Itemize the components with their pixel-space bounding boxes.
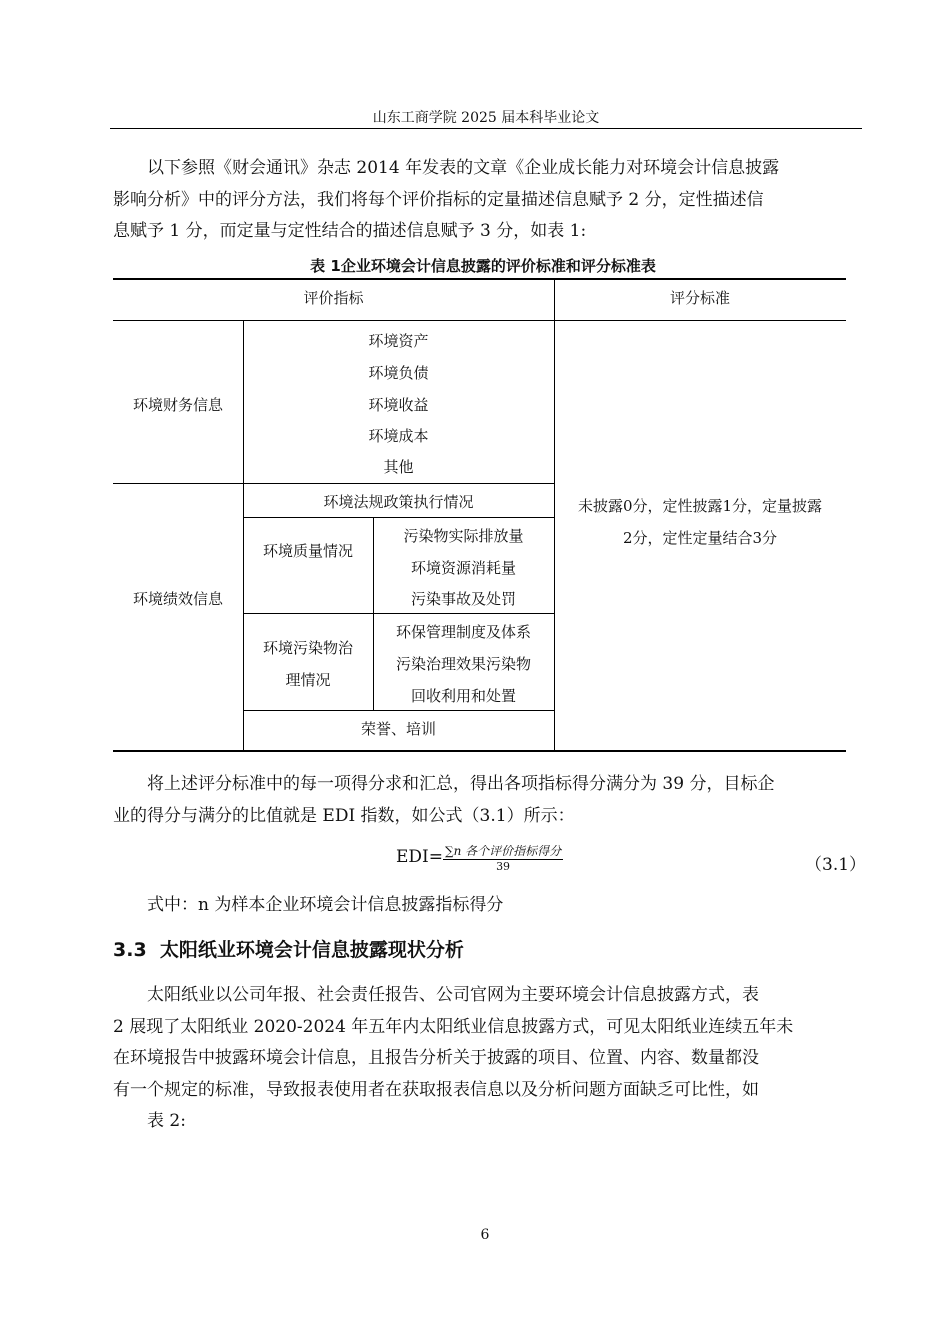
financial-item: 环境收益: [368, 396, 429, 414]
treatment-item: 环保管理制度及体系: [395, 623, 531, 641]
body-line: 在环境报告中披露环境会计信息，且报告分析关于披露的项目、位置、内容、数量都没: [113, 1048, 759, 1068]
section-number: 3.3: [113, 939, 147, 961]
table-header-rule: [113, 320, 846, 321]
quality-label: 环境质量情况: [262, 542, 353, 560]
paragraph-line: 将上述评分标准中的每一项得分求和汇总，得出各项指标得分满分为 39 分，目标企: [147, 774, 775, 794]
treatment-label: 环境污染物治: [262, 639, 353, 657]
header-score: 评分标准: [669, 289, 730, 307]
body-paragraph: [113, 980, 853, 1138]
financial-label: 环境财务信息: [132, 396, 223, 414]
formula-note: [113, 890, 853, 922]
treatment-item: 回收利用和处置: [410, 687, 516, 705]
financial-item: 环境负债: [368, 364, 429, 382]
body-line: 太阳纸业以公司年报、社会责任报告、公司官网为主要环境会计信息披露方式，表: [147, 985, 759, 1005]
financial-item: 其他: [383, 458, 414, 476]
header-indicator: 评价指标: [303, 289, 364, 307]
score-rule: 未披露0分，定性披露1分，定量披露: [577, 497, 823, 515]
score-rule: 2分，定性定量结合3分: [622, 529, 778, 547]
body-line: 表 2:: [147, 1111, 186, 1131]
section-heading: [113, 935, 464, 962]
edi-formula: [396, 842, 563, 873]
financial-item: 环境成本: [368, 427, 429, 445]
section-title: 太阳纸业环境会计信息披露现状分析: [159, 939, 464, 961]
financial-item: 环境资产: [368, 332, 429, 350]
treatment-label: 理情况: [285, 671, 331, 689]
performance-label: 环境绩效信息: [132, 590, 223, 608]
policy-item: 环境法规政策执行情况: [323, 493, 474, 511]
body-line: 有一个规定的标准，导致报表使用者在获取报表信息以及分析问题方面缺乏可比性，如: [113, 1079, 759, 1100]
paragraph-line: 业的得分与满分的比值就是 EDI 指数，如公式（3.1）所示：: [113, 805, 575, 826]
body-line: 2 展现了太阳纸业 2020-2024 年五年内太阳纸业信息披露方式，可见太阳纸业连续五年未: [113, 1016, 794, 1037]
after-table-paragraph: [113, 769, 853, 832]
formula-numerator: ∑n 各个评价指标得分: [445, 844, 562, 858]
intro-line: 影响分析》中的评分方法，我们将每个评价指标的定量描述信息赋予 2 分，定性描述信: [113, 189, 764, 210]
note-line: 式中：n 为样本企业环境会计信息披露指标得分: [147, 895, 504, 915]
page-number: 6: [480, 1227, 490, 1243]
table-top-rule: [113, 278, 846, 280]
table-caption: 表 1企业环境会计信息披露的评价标准和评分标准表: [310, 257, 656, 275]
intro-line: 息赋予 1 分，而定量与定性结合的描述信息赋予 3 分，如表 1:: [113, 221, 587, 241]
formula-lhs: EDI=: [396, 847, 443, 867]
quality-item: 污染物实际排放量: [403, 527, 524, 545]
formula-fraction: [443, 842, 563, 873]
treatment-item: 污染治理效果污染物: [395, 655, 531, 673]
quality-item: 污染事故及处罚: [410, 590, 516, 608]
equation-number: （3.1）: [805, 855, 867, 875]
intro-line: 以下参照《财会通讯》杂志 2014 年发表的文章《企业成长能力对环境会计信息披露: [147, 158, 780, 178]
honor-item: 荣誉、培训: [360, 720, 436, 738]
running-header: 山东工商学院 2025 届本科毕业论文: [372, 110, 600, 126]
formula-denominator: 39: [496, 860, 511, 873]
table-bottom-rule: [113, 750, 846, 752]
quality-item: 环境资源消耗量: [410, 559, 516, 577]
